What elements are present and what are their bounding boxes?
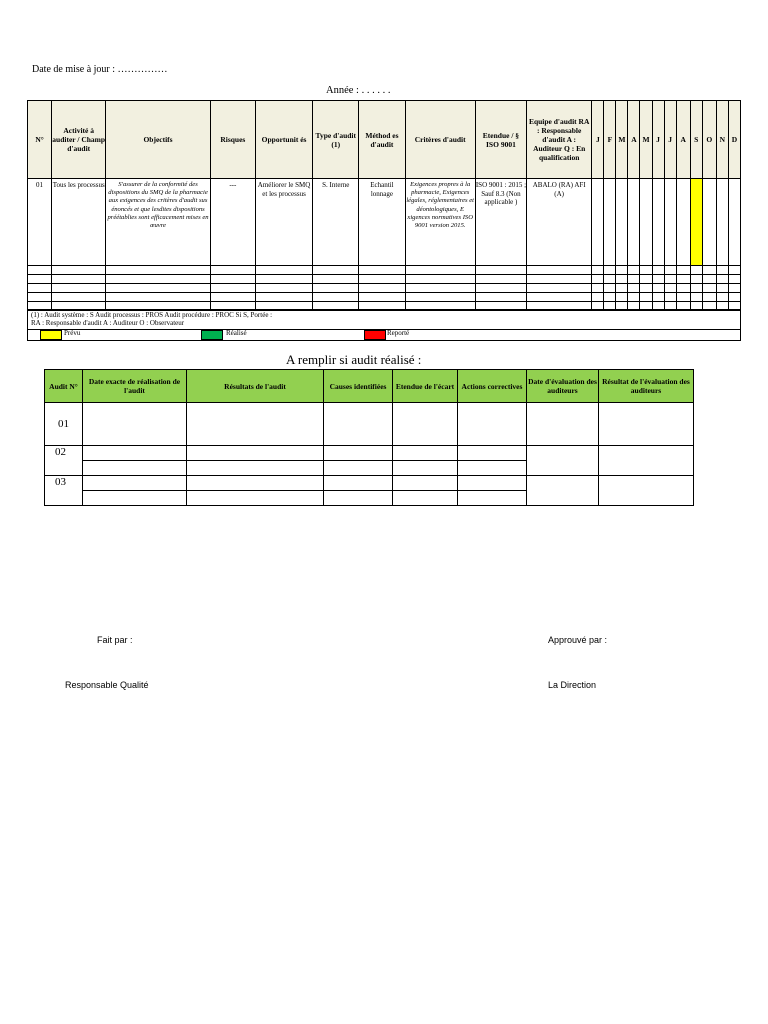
header-methodes: Méthod es d'audit	[359, 101, 405, 179]
cell-num: 01	[28, 179, 52, 266]
month-cell	[716, 179, 728, 266]
month-header: J	[664, 101, 676, 179]
month-cell	[702, 179, 716, 266]
legend-box	[27, 309, 741, 341]
results-row	[45, 476, 694, 491]
results-header-resultat-eval: Résultat de l'évaluation des auditeurs	[599, 370, 694, 403]
results-header-audit: Audit N°	[45, 370, 83, 403]
results-table	[44, 369, 694, 506]
responsable-qualite-label: Responsable Qualité	[65, 680, 149, 690]
fait-par-label: Fait par :	[97, 635, 133, 645]
results-header-date-eval: Date d'évaluation des auditeurs	[527, 370, 599, 403]
results-header-etendue: Etendue de l'écart	[393, 370, 458, 403]
month-cell	[628, 179, 640, 266]
month-cell	[652, 179, 664, 266]
month-cell	[676, 179, 690, 266]
header-criteres: Critères d'audit	[405, 101, 475, 179]
month-cell	[616, 179, 628, 266]
cell-objectifs: S'assurer de la conformité des dispositions du SMQ de la pharmacie aux exigences des critères d'audit sus énoncés et que lesdites dispositions préétablies sont efficacement mises en œuvre	[106, 179, 210, 266]
month-cell	[604, 179, 616, 266]
legend-swatch-prevu	[40, 330, 62, 340]
month-header: D	[728, 101, 740, 179]
approuve-par-label: Approuvé par :	[548, 635, 608, 645]
results-header-actions: Actions correctives	[458, 370, 527, 403]
header-equipe: Equipe d'audit RA : Responsable d'audit A : Auditeur Q : En qualification	[527, 101, 592, 179]
header-num: N°	[28, 101, 52, 179]
plan-blank-row	[28, 275, 741, 284]
results-header-row	[45, 370, 694, 403]
month-cell	[664, 179, 676, 266]
month-header: F	[604, 101, 616, 179]
results-title: A remplir si audit réalisé :	[286, 352, 422, 367]
legend-swatch-realise	[201, 330, 223, 340]
cell-methodes: Echantil lonnage	[359, 179, 405, 266]
month-header: A	[676, 101, 690, 179]
cell-activite: Tous les processus	[52, 179, 106, 266]
header-type: Type d'audit (1)	[313, 101, 359, 179]
month-header: J	[592, 101, 604, 179]
month-header: M	[640, 101, 652, 179]
results-header-date: Date exacte de réalisation de l'audit	[83, 370, 187, 403]
month-cell	[728, 179, 740, 266]
cell-etendue: ISO 9001 : 2015 ; Sauf 8.3 (Non applicable )	[475, 179, 526, 266]
plan-blank-row	[28, 293, 741, 302]
results-header-causes: Causes identifiées	[324, 370, 393, 403]
results-audit-num: 01	[45, 403, 83, 446]
month-header: N	[716, 101, 728, 179]
legend-label-realise: Réalisé	[226, 329, 247, 337]
cell-type: S. Interne	[313, 179, 359, 266]
cell-opportunites: Améliorer le SMQ et les processus	[255, 179, 312, 266]
header-opportunites: Opportunit és	[255, 101, 312, 179]
date-mise-a-jour: Date de mise à jour : ……………	[32, 64, 168, 75]
results-audit-num: 02	[45, 446, 83, 476]
plan-blank-row	[28, 266, 741, 275]
cell-risques: ---	[210, 179, 255, 266]
cell-criteres: Exigences propres à la pharmacie, Exigences légales, réglementaires et déontologiques, E xigences normatives ISO 9001 version 2015.	[405, 179, 475, 266]
plan-row	[28, 179, 741, 266]
month-header: J	[652, 101, 664, 179]
annee-label: Année : . . . . . .	[326, 85, 391, 96]
header-activite: Activité à auditer / Champ d'audit	[52, 101, 106, 179]
results-row	[45, 446, 694, 461]
month-cell-prevu	[690, 179, 702, 266]
audit-plan-table	[27, 100, 741, 311]
results-audit-num: 03	[45, 476, 83, 506]
legend-label-reporte: Reporté	[387, 329, 410, 337]
month-cell	[592, 179, 604, 266]
results-row	[45, 403, 694, 446]
cell-equipe: ABALO (RA) AFI (A)	[527, 179, 592, 266]
month-header: A	[628, 101, 640, 179]
month-header: M	[616, 101, 628, 179]
legend-line-1: (1) : Audit système : S Audit processus : PROS Audit procédure : PROC Si S, Portée :	[31, 311, 273, 319]
legend-label-prevu: Prévu	[64, 329, 81, 337]
month-header: O	[702, 101, 716, 179]
month-cell	[640, 179, 652, 266]
plan-header-row	[28, 101, 741, 179]
header-objectifs: Objectifs	[106, 101, 210, 179]
plan-blank-row	[28, 284, 741, 293]
results-header-resultats: Résultats de l'audit	[187, 370, 324, 403]
header-etendue: Etendue / § ISO 9001	[475, 101, 526, 179]
direction-label: La Direction	[548, 680, 597, 690]
header-risques: Risques	[210, 101, 255, 179]
month-header: S	[690, 101, 702, 179]
legend-line-2: RA : Responsable d'audit A : Auditeur O : Observateur	[31, 319, 185, 327]
legend-swatch-reporte	[364, 330, 386, 340]
